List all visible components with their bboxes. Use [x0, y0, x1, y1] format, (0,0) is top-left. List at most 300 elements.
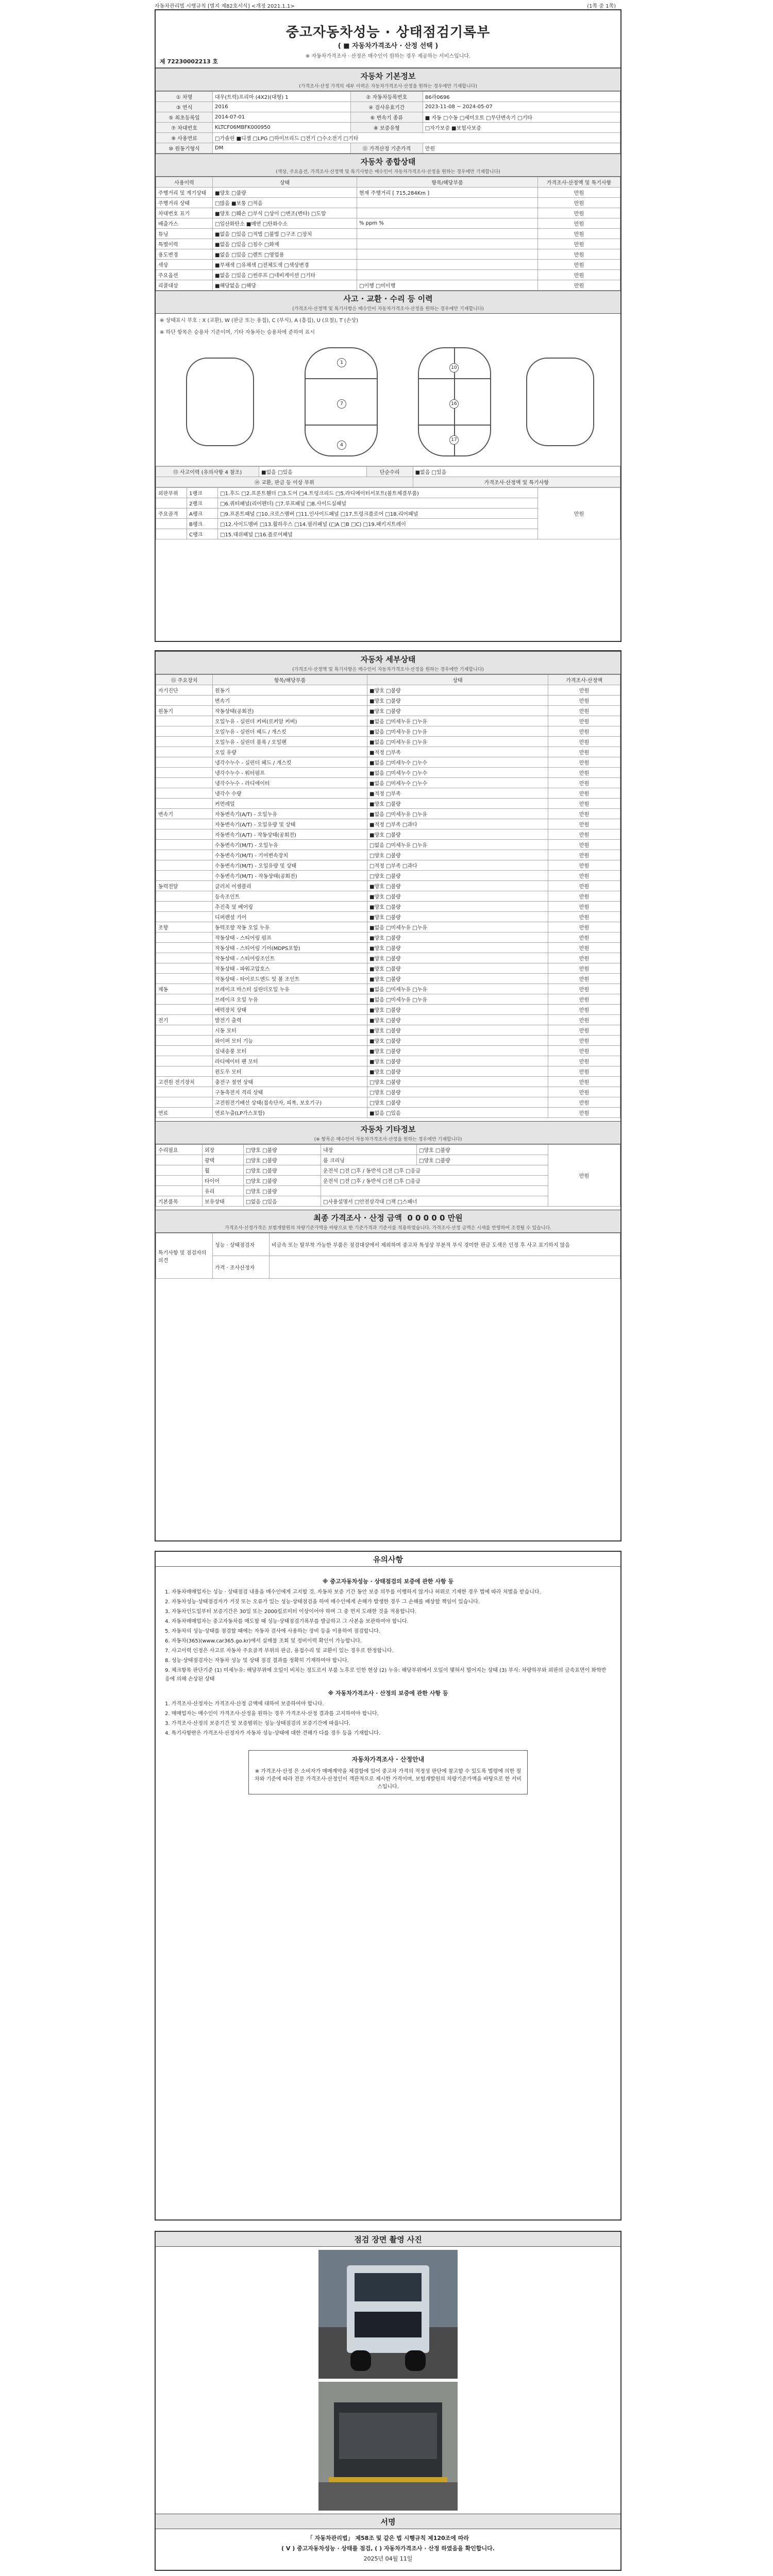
state: ■양호 □불량 [367, 902, 548, 912]
price: 만원 [548, 1097, 620, 1108]
part-marker: 16 [449, 399, 459, 409]
state: □없음 □미세누유 □누유 [367, 840, 548, 850]
table-row [156, 737, 620, 747]
table-row [156, 133, 620, 143]
item: 보유상태 [203, 1196, 244, 1207]
price: 만원 [548, 1036, 620, 1046]
item: 윈도우 모터 [213, 1066, 367, 1077]
device-group [156, 891, 213, 902]
item: 내장 [321, 1145, 417, 1155]
price: 만원 [548, 860, 620, 871]
value: 2023-11-08 ~ 2024-05-07 [423, 102, 620, 112]
table-row [156, 1256, 620, 1279]
price: 만원 [538, 239, 620, 249]
items: □6.쿼터패널(리어펜더) □7.루프패널 □8.사이드실패널 [218, 498, 538, 509]
value: DM [213, 143, 351, 154]
record-page-1 [155, 9, 621, 642]
price: 만원 [538, 270, 620, 280]
value: ■없음 □있음 [259, 467, 367, 477]
item: 운전석 □전 □후 / 동반석 □전 □후 □응급 [321, 1165, 548, 1176]
state: □양호 □불량 [367, 1097, 548, 1108]
item: 와이퍼 모터 기능 [213, 1036, 367, 1046]
accident-history-header [156, 291, 620, 314]
item: 작동상태 - 스티어링조인트 [213, 953, 367, 963]
value: 86라0696 [423, 92, 620, 102]
table-row [156, 208, 620, 218]
notice-item: 3. 가격조사·산정의 보증기간 및 보증범위는 성능·상태점검의 보증기간에 따릅니다. [165, 1721, 351, 1726]
item: 추진축 및 베어링 [213, 902, 367, 912]
device-group [156, 963, 213, 974]
state: □양호 □불량 [367, 1077, 548, 1087]
device-group: 변속기 [156, 809, 213, 819]
price: 만원 [548, 902, 620, 912]
item: 휠 [203, 1165, 244, 1176]
table-row [156, 860, 620, 871]
label: 단순수리 [366, 467, 413, 477]
column-header: 항목/해당부품 [213, 675, 367, 685]
device-group [156, 829, 213, 840]
column-header: 사용이력 [156, 177, 213, 188]
car-side-right [527, 358, 594, 446]
notice-item: 7. 사고이력 인정은 사고로 자동차 주요골격 부위의 판금, 용접수리 및 교환이 있는 경우로 한정합니다. [165, 1648, 394, 1654]
device-group [156, 1087, 213, 1097]
value: 2016 [213, 102, 351, 112]
state: ■양호 □불량 [367, 799, 548, 809]
state: ■양호 □훼손 □부식 □상이 □변조(변타) □도말 [213, 208, 357, 218]
device-group [156, 1097, 213, 1108]
detail [357, 260, 538, 270]
state: ■없음 □있음 □썬루프 □네비게이션 □기타 [213, 270, 357, 280]
label: ⑥ 변속기 종류 [350, 112, 423, 123]
price: 만원 [548, 757, 620, 768]
price: 만원 [548, 984, 620, 994]
item: 고전원전기배선 상태(접속단자, 피복, 보호기구) [213, 1097, 367, 1108]
price: 만원 [548, 696, 620, 706]
table-row [156, 840, 620, 850]
truck-rear-photo [318, 2382, 458, 2511]
rank: 1랭크 [187, 488, 218, 498]
item: 특별이력 [156, 239, 213, 249]
table-row [156, 1087, 620, 1097]
table-row [156, 249, 620, 260]
state: ■양호 □불량 [367, 974, 548, 984]
device-group [156, 1066, 213, 1077]
notice-header [156, 1552, 620, 1567]
state: ■없음 □미세누유 □누유 [367, 994, 548, 1005]
device-group [156, 799, 213, 809]
table-row [156, 92, 620, 102]
price: 만원 [548, 850, 620, 860]
basic-info-table [156, 91, 620, 154]
notice-item: 2. 자동차성능·상태점검자가 거짓 또는 오류가 있는 성능·상태점검을 하여 매수인에게 손해가 발생한 경우 그 손해를 배상할 책임이 있습니다. [165, 1599, 480, 1605]
part-marker: 17 [449, 435, 459, 445]
price: 만원 [548, 891, 620, 902]
device-group: 동력전달 [156, 881, 213, 891]
price: 만원 [538, 280, 620, 291]
item: 냉각수누수 - 실린더 헤드 / 개스킷 [213, 757, 367, 768]
item: 시동 모터 [213, 1025, 367, 1036]
table-row [156, 1046, 620, 1056]
inspector-opinion: 비금속 또는 탈부착 가능한 부품은 점검대상에서 제외하며 중고차 특성상 부분적 부식 경미한 판금 도색은 인정 후 사고 표기하지 않음 [270, 1233, 620, 1256]
table-row [156, 809, 620, 819]
value: ■ 자동 □수동 □세미오토 □무단변속기 □기타 [423, 112, 620, 123]
item: 수동변속기(M/T) - 오일누유 [213, 840, 367, 850]
section-title: 자동차 기본정보 [360, 72, 416, 81]
overall-status-table [156, 177, 620, 291]
state: □양호 □불량 [367, 850, 548, 860]
item: 오일 유량 [213, 747, 367, 757]
price: 만원 [548, 933, 620, 943]
notice-item: 9. 체크항목 판단기준 (1) 미세누유: 해당부위에 오일이 비치는 정도로서 부품 노후로 인한 현상 (2) 누유: 해당부위에서 오일이 맺혀서 떨어지는 상태 (3) 부식: 차량하부와 외판의 금속표면이 화학반응에 의해 손상된 상태 [165, 1668, 607, 1682]
price: 만원 [548, 747, 620, 757]
notice-item: 1. 가격조사·산정자는 가격조사·산정 금액에 대하여 보증하여야 합니다. [165, 1701, 324, 1707]
item: 오일누유 - 실린더 커버(로커암 커버) [213, 716, 367, 726]
item: 디퍼렌셜 기어 [213, 912, 367, 922]
price: 만원 [548, 943, 620, 953]
table-row [156, 819, 620, 829]
table-row [156, 239, 620, 249]
detail [357, 198, 538, 208]
state: ■없음 □있음 □적법 □불법 □구조 □장치 [213, 229, 357, 239]
notice-item: 8. 성능·상태점검자는 자동차 성능 및 상태 점검 결과를 정확히 기재하여야 합니다. [165, 1658, 349, 1664]
item [321, 1186, 548, 1196]
group: 수리필요 [156, 1145, 203, 1155]
table-row [156, 1066, 620, 1077]
state: ■없음 □미세누유 □누유 [367, 984, 548, 994]
state: □양호 □불량 [244, 1155, 321, 1165]
state: ■없음 □미세누수 □누수 [367, 757, 548, 768]
item: 수동변속기(M/T) - 작동상태(공회전) [213, 871, 367, 881]
state: □적정 □부족 □과다 [367, 860, 548, 871]
section-note: (가격조사·산정액 및 특기사항은 매수인이 자동차가격조사·산정을 원하는 경우에만 기재합니다) [292, 667, 484, 672]
notice-item: 5. 자동차의 성능·상태를 점검할 때에는 자동차 검사에 사용하는 장비 등을 이용하여 점검합니다. [165, 1629, 380, 1634]
value: 2014-07-01 [213, 112, 351, 123]
notice-page [155, 1551, 621, 2221]
price: 만원 [548, 974, 620, 984]
signature-header [156, 2514, 620, 2529]
section-title: 자동차 세부상태 [360, 655, 416, 664]
state: ■양호 □불량 [367, 912, 548, 922]
state: ■양호 □불량 [367, 891, 548, 902]
price: 만원 [548, 716, 620, 726]
device-group [156, 850, 213, 860]
value: ■없음 □있음 [413, 467, 620, 477]
guide-title: 자동차가격조사 · 산정안내 [351, 1756, 425, 1763]
price: 만원 [548, 963, 620, 974]
price: 만원 [548, 778, 620, 788]
part-marker: 1 [337, 358, 346, 367]
item: 주요옵션 [156, 270, 213, 280]
device-group [156, 860, 213, 871]
value: 만원 [423, 143, 620, 154]
price: 만원 [548, 1108, 620, 1118]
device-group [156, 1046, 213, 1056]
price: 만원 [548, 840, 620, 850]
state: ■없음 □있음 □침수 □화재 [213, 239, 357, 249]
device-group [156, 871, 213, 881]
label: 성능 · 상태점검자 [213, 1233, 270, 1256]
table-row [156, 696, 620, 706]
state: □일산화탄소 ■매연 □탄화수소 [213, 218, 357, 229]
value: 대우(트럭)프리마 (4X2)(대형) 1 [213, 92, 351, 102]
truck-front-photo [318, 2250, 458, 2379]
table-row [156, 260, 620, 270]
item: 작동상태 - 스티어링 펌프 [213, 933, 367, 943]
table-row [156, 1097, 620, 1108]
item: □사용설명서 □안전삼각대 □잭 □스패너 [321, 1196, 548, 1207]
notice-item: 4. 특기사항란은 가격조사·산정자가 자동차 성능·상태에 대한 견해가 다를 경우 등을 기재합니다. [165, 1731, 380, 1736]
state: ■양호 □불량 [367, 706, 548, 716]
table-row [156, 902, 620, 912]
state: ■없음 □있음 □렌트 □영업용 [213, 249, 357, 260]
table-row [156, 1025, 620, 1036]
price: 만원 [548, 912, 620, 922]
device-group [156, 943, 213, 953]
state: ■양호 □불량 [367, 963, 548, 974]
item: 냉각수누수 - 워터펌프 [213, 768, 367, 778]
state: ■양호 □불량 [367, 1015, 548, 1025]
table-row [156, 829, 620, 840]
device-group [156, 819, 213, 829]
item: 작동상태 - 스티어링 기어(MDPS포함) [213, 943, 367, 953]
item: 구동축전지 격리 상태 [213, 1087, 367, 1097]
state: ■양호 □불량 [213, 188, 357, 198]
group: 주요골격 [156, 509, 187, 519]
table-row [156, 1077, 620, 1087]
device-group: 조향 [156, 922, 213, 933]
table-row [156, 1056, 620, 1066]
state: ■없음 □미세누유 □누유 [367, 726, 548, 737]
state: ■양호 □불량 [367, 685, 548, 696]
item: 광택 [203, 1155, 244, 1165]
rank: C랭크 [187, 529, 218, 539]
table-row [156, 768, 620, 778]
item: 변속기 [213, 696, 367, 706]
state: □양호 □불량 [367, 1087, 548, 1097]
device-group: 연료 [156, 1108, 213, 1118]
item: 실내송풍 모터 [213, 1046, 367, 1056]
state: ■없음 □미세누수 □누수 [367, 778, 548, 788]
rank: 2랭크 [187, 498, 218, 509]
price: 만원 [538, 218, 620, 229]
state: ■양호 □불량 [367, 1036, 548, 1046]
device-group [156, 757, 213, 768]
signature-statement: 「 자동차관리법」 제58조 및 같은 법 시행규칙 제120조에 따라 [307, 2535, 469, 2541]
column-header: 항목/해당부품 [357, 177, 538, 188]
price: 만원 [548, 1145, 620, 1207]
table-row [156, 881, 620, 891]
table-row [156, 871, 620, 881]
basic-info-header [156, 68, 620, 91]
state: ■없음 □미세누유 □누유 [367, 809, 548, 819]
state: ■적정 □부족 □과다 [367, 819, 548, 829]
column-header: 가격조사·산정액 [548, 675, 620, 685]
device-group: 원동기 [156, 706, 213, 716]
section-title: 자동차 종합상태 [360, 157, 416, 166]
price: 만원 [548, 819, 620, 829]
detail [357, 208, 538, 218]
document-title: 중고자동차성능 · 상태점검기록부 [285, 25, 491, 40]
final-price-header [156, 1210, 620, 1233]
photo-header [156, 2232, 620, 2247]
state: ■양호 □불량 [367, 1066, 548, 1077]
table-row [156, 280, 620, 291]
label: 특기사항 및 점검자의 의견 [156, 1233, 213, 1279]
group [156, 519, 187, 529]
price: 만원 [548, 768, 620, 778]
price: 만원 [548, 994, 620, 1005]
record-page-2 [155, 650, 621, 1541]
price: 만원 [548, 953, 620, 963]
table-row [156, 270, 620, 280]
price: 만원 [538, 488, 620, 539]
group [156, 1186, 203, 1196]
car-damage-diagram [156, 337, 620, 466]
section-note: (가격조사·산정액 및 특기사항은 매수인이 자동차가격조사·산정을 원하는 경우에만 기재합니다) [292, 307, 484, 312]
item: 배출가스 [156, 218, 213, 229]
notice-item: 6. 자동차(365)(www.car365.go.kr)에서 실매물 조회 및 정비이력 확인이 가능합니다. [165, 1638, 362, 1644]
item: 운전석 □전 □후 / 동반석 □전 □후 □응급 [321, 1176, 548, 1186]
table-row [156, 1015, 620, 1025]
detail [357, 239, 538, 249]
special-notes-table [156, 1233, 620, 1279]
state: ■없음 □미세누유 □누유 [367, 716, 548, 726]
other-info-header [156, 1121, 620, 1144]
item: 작동상태(공회전) [213, 706, 367, 716]
rank: A랭크 [187, 509, 218, 519]
label: ⑤ 최초등록일 [156, 112, 213, 123]
detail: □이행 □미이행 [357, 280, 538, 291]
item: 라디에이터 팬 모터 [213, 1056, 367, 1066]
state: ■양호 □불량 [367, 1005, 548, 1015]
part-marker: 7 [337, 399, 346, 409]
label: 가격조사·산정액 및 특기사항 [413, 477, 620, 487]
header-note: ※ 자동차가격조사 · 산정은 매수인이 원하는 경우 제공하는 서비스입니다. [305, 54, 471, 59]
final-price-amount: 0 0 0 0 0 만원 [407, 1213, 463, 1223]
device-group [156, 716, 213, 726]
device-group [156, 768, 213, 778]
table-row [156, 198, 620, 208]
top-bar [0, 0, 773, 9]
section-title: 자동차 기타정보 [360, 1125, 416, 1134]
section-title: 점검 장면 촬영 사진 [354, 2235, 422, 2244]
price: 만원 [548, 737, 620, 747]
price: 만원 [548, 809, 620, 819]
state: ■없음 □미세누유 □누유 [367, 737, 548, 747]
item: 리콜대상 [156, 280, 213, 291]
final-price-label: 최종 가격조사 · 산정 금액 [313, 1213, 402, 1223]
price: 만원 [548, 706, 620, 716]
rank: B랭크 [187, 519, 218, 529]
price: 만원 [548, 788, 620, 799]
state: □양호 □불량 [416, 1155, 548, 1165]
device-group [156, 747, 213, 757]
item: 동력조향 작동 오일 누유 [213, 922, 367, 933]
price: 만원 [548, 1025, 620, 1036]
table-row [156, 953, 620, 963]
document-header [156, 10, 620, 68]
price: 만원 [538, 249, 620, 260]
device-group: 고전원 전기장치 [156, 1077, 213, 1087]
price: 만원 [548, 829, 620, 840]
table-row [156, 1108, 620, 1118]
state: □양호 □불량 [367, 871, 548, 881]
label: 가격 · 조사산정자 [213, 1256, 270, 1279]
value: KLTCF06MBFK000950 [213, 123, 351, 133]
item: 원동기 [213, 685, 367, 696]
table-row [156, 788, 620, 799]
table-row [156, 112, 620, 123]
notice-subtitle: ※ 중고자동차성능 · 상태점검의 보증에 관한 사항 등 [322, 1578, 454, 1585]
label: ⑬ 사고이력 (유의사항 4 참조) [156, 467, 259, 477]
item: 작동상태 - 파워고압호스 [213, 963, 367, 974]
state: ■해당없음 □해당 [213, 280, 357, 291]
item: 타이어 [203, 1176, 244, 1186]
state: □양호 □불량 [244, 1186, 321, 1196]
state: ■양호 □불량 [367, 829, 548, 840]
notice-item: 3. 자동차인도일부터 보증기간은 30일 또는 2000킬로미터 이상이어야 하며 그 중 먼저 도래한 것을 적용합니다. [165, 1609, 417, 1615]
table-row [156, 726, 620, 737]
state: ■무채색 □유채색 □전체도색 □색상변경 [213, 260, 357, 270]
car-side-left [187, 358, 254, 446]
price: 만원 [548, 1056, 620, 1066]
item: 발전기 출력 [213, 1015, 367, 1025]
group [156, 1176, 203, 1186]
item: 냉각수 수량 [213, 788, 367, 799]
items: □9.프론트패널 □10.크로스멤버 □11.인사이드패널 □17.트렁크플로어 □18.리어패널 [218, 509, 538, 519]
item: 유리 [203, 1186, 244, 1196]
device-group [156, 737, 213, 747]
other-info-table [156, 1144, 620, 1207]
table-row [156, 778, 620, 788]
price: 만원 [538, 188, 620, 198]
label: ⑭ 교환, 판금 등 이상 부위 [156, 477, 413, 487]
label: ④ 검사유효기간 [350, 102, 423, 112]
items: □1.후드 □2.프론트휀더 □3.도어 □4.트렁크리드 □5.라디에이터서포트(볼트체결부품) [218, 488, 538, 498]
table-row [156, 912, 620, 922]
label: ⑪ 가격산정 기준가격 [350, 143, 423, 154]
car-outline-diagram [156, 337, 620, 466]
table-row [156, 922, 620, 933]
item: 연료누출(LP가스포함) [213, 1108, 367, 1118]
label: ⑨ 사용연료 [156, 133, 213, 143]
item: 주행거리 및 계기상태 [156, 188, 213, 198]
device-group [156, 953, 213, 963]
price: 만원 [548, 871, 620, 881]
label: ⑧ 보증유형 [350, 123, 423, 133]
device-group [156, 933, 213, 943]
appraiser-opinion [270, 1256, 620, 1279]
item: 브레이크 마스터 실린더오일 누유 [213, 984, 367, 994]
item: 차대번호 표기 [156, 208, 213, 218]
table-row [156, 974, 620, 984]
state: ■없음 □있음 [367, 1108, 548, 1118]
state: ■양호 □불량 [367, 696, 548, 706]
table-row [156, 467, 620, 477]
notice-item: 1. 자동차매매업자는 성능 · 상태점검 내용을 매수인에게 고지할 것. 자동차 보증 기간 동안 보증 의무를 이행하지 않거나 허위로 기재한 경우 법에 따라 처벌을 받습니다. [165, 1589, 541, 1595]
device-group [156, 912, 213, 922]
table-row [156, 943, 620, 953]
item: 클러치 어셈블리 [213, 881, 367, 891]
truck-photo-image [318, 2250, 458, 2379]
legend-note: ※ 상태표시 부호 : X (교환), W (판금 또는 용접), C (부식), A (흠집), U (요철), T (손상) [160, 318, 359, 324]
part-marker: 10 [449, 363, 459, 372]
table-row [156, 229, 620, 239]
column-header: 상태 [367, 675, 548, 685]
device-group [156, 994, 213, 1005]
photo-sign-page [155, 2231, 621, 2571]
label: ③ 연식 [156, 102, 213, 112]
